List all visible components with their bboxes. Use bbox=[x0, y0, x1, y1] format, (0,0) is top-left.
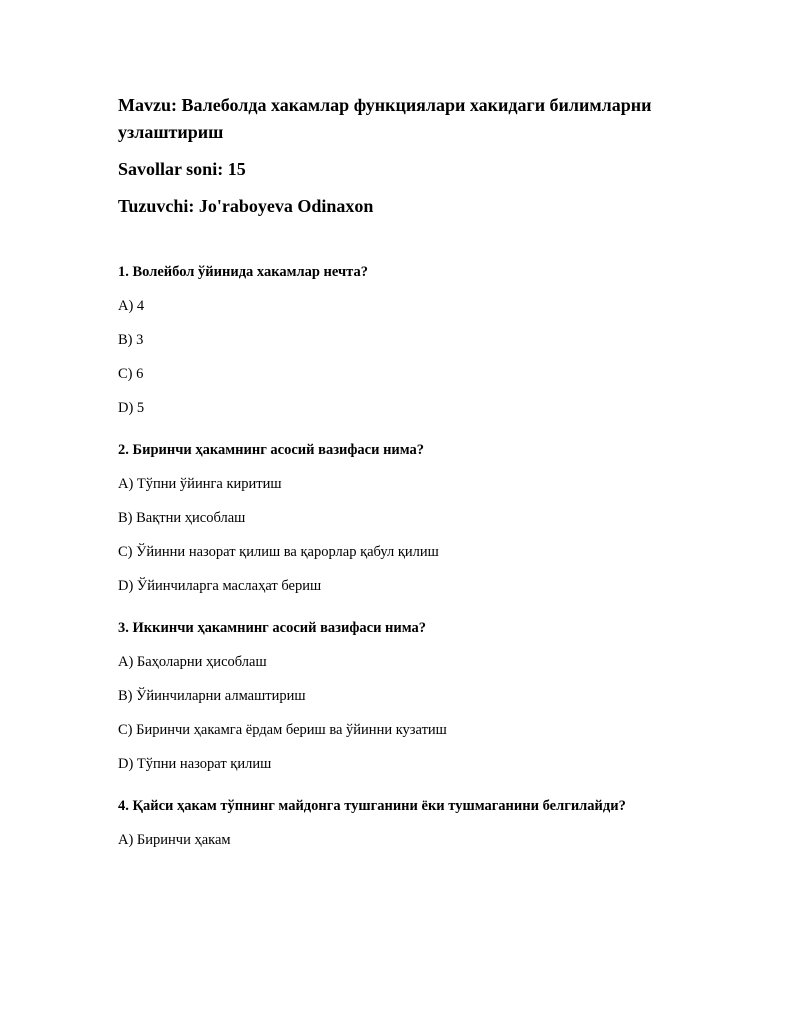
answer-option-c: C) Биринчи ҳакамга ёрдам бериш ва ўйинни кузатиш bbox=[118, 722, 447, 738]
question-3 bbox=[118, 618, 718, 774]
answer-option-a: A) Баҳоларни ҳисоблаш bbox=[118, 654, 267, 670]
answer-option-c: C) Ўйинни назорат қилиш ва қарорлар қабул қилиш bbox=[118, 544, 439, 560]
author-line: Tuzuvchi: Jo'raboyeva Odinaxon bbox=[118, 196, 374, 216]
answer-option-a: A) Биринчи ҳакам bbox=[118, 832, 231, 848]
question-text: 3. Иккинчи ҳакамнинг асосий вазифаси нима? bbox=[118, 620, 427, 636]
answer-option-b: B) Вақтни ҳисоблаш bbox=[118, 510, 246, 526]
topic-heading: Mavzu: Валеболда хакамлар функциялари хакидаги билимларни узлаштириш bbox=[118, 95, 652, 142]
question-text: 1. Волейбол ўйинида хакамлар нечта? bbox=[118, 264, 368, 280]
question-text: 2. Биринчи ҳакамнинг асосий вазифаси нима? bbox=[118, 442, 425, 458]
answer-option-b: B) Ўйинчиларни алмаштириш bbox=[118, 688, 306, 704]
answer-option-a: A) 4 bbox=[118, 298, 145, 314]
question-count: Savollar soni: 15 bbox=[118, 159, 246, 179]
question-text: 4. Қайси ҳакам тўпнинг майдонга тушганини ёки тушмаганини белгилайди? bbox=[118, 798, 626, 814]
answer-option-c: C) 6 bbox=[118, 366, 144, 382]
answer-option-d: D) 5 bbox=[118, 400, 145, 416]
answer-option-b: B) 3 bbox=[118, 332, 144, 348]
question-2 bbox=[118, 440, 718, 596]
question-4 bbox=[118, 796, 718, 850]
document-header bbox=[118, 92, 698, 220]
question-1 bbox=[118, 262, 718, 418]
answer-option-d: D) Ўйинчиларга маслаҳат бериш bbox=[118, 578, 322, 594]
question-list bbox=[118, 262, 718, 872]
answer-option-d: D) Тўпни назорат қилиш bbox=[118, 756, 272, 772]
answer-option-a: A) Тўпни ўйинга киритиш bbox=[118, 476, 282, 492]
